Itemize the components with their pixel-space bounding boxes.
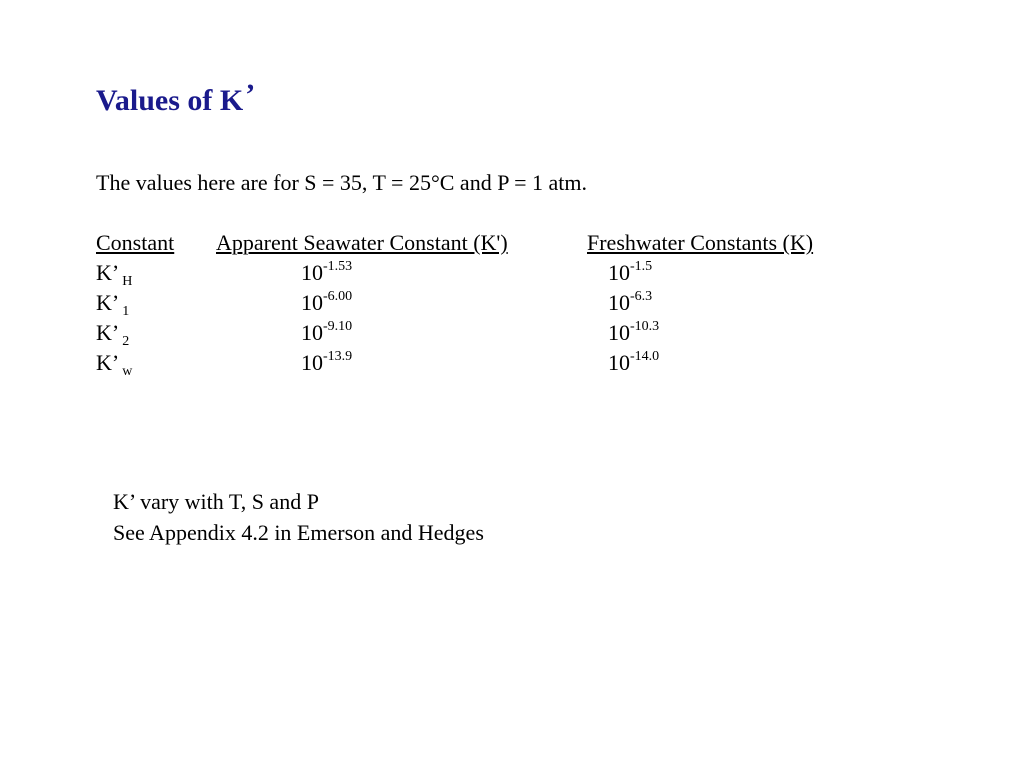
freshwater-base: 10 [608,320,630,345]
header-apparent-seawater: Apparent Seawater Constant (K') [216,230,508,255]
seawater-value [301,320,352,346]
constant-subscript: 2 [122,334,130,349]
constant-symbol: K’ [96,320,120,345]
seawater-value [301,290,352,316]
slide-title [96,78,256,118]
freshwater-base: 10 [608,350,630,375]
freshwater-exponent: -10.3 [630,319,660,334]
table-row [96,320,896,350]
table-header-row [96,230,896,260]
seawater-base: 10 [301,350,323,375]
slide-title-text: Values of K [96,84,244,117]
seawater-base: 10 [301,260,323,285]
seawater-value [301,260,352,286]
seawater-exponent: -9.10 [323,319,353,334]
conditions-text: The values here are for S = 35, T = 25°C and P = 1 atm. [96,170,588,195]
freshwater-exponent: -14.0 [630,349,660,364]
note-line: See Appendix 4.2 in Emerson and Hedges [113,520,484,545]
constant-subscript: 1 [122,304,130,319]
header-freshwater: Freshwater Constants (K) [587,230,814,255]
freshwater-value [608,320,659,346]
constant-name [96,320,130,349]
table-row [96,350,896,380]
header-constant: Constant [96,230,175,255]
constant-name [96,350,133,379]
slide-title-prime: ’ [245,78,256,111]
constants-table [96,230,896,380]
constant-symbol: K’ [96,260,120,285]
constant-subscript: H [122,274,133,289]
freshwater-exponent: -6.3 [630,289,653,304]
seawater-base: 10 [301,290,323,315]
freshwater-value [608,260,652,286]
constant-symbol: K’ [96,290,120,315]
freshwater-exponent: -1.5 [630,259,653,274]
table-row [96,290,896,320]
seawater-base: 10 [301,320,323,345]
constant-name [96,260,133,289]
seawater-exponent: -6.00 [323,289,353,304]
freshwater-value [608,350,659,376]
notes [113,486,484,548]
seawater-exponent: -1.53 [323,259,353,274]
seawater-exponent: -13.9 [323,349,353,364]
freshwater-value [608,290,652,316]
freshwater-base: 10 [608,290,630,315]
seawater-value [301,350,352,376]
freshwater-base: 10 [608,260,630,285]
table-row [96,260,896,290]
note-line: K’ vary with T, S and P [113,489,319,514]
constant-subscript: w [122,364,133,379]
constant-symbol: K’ [96,350,120,375]
constant-name [96,290,130,319]
